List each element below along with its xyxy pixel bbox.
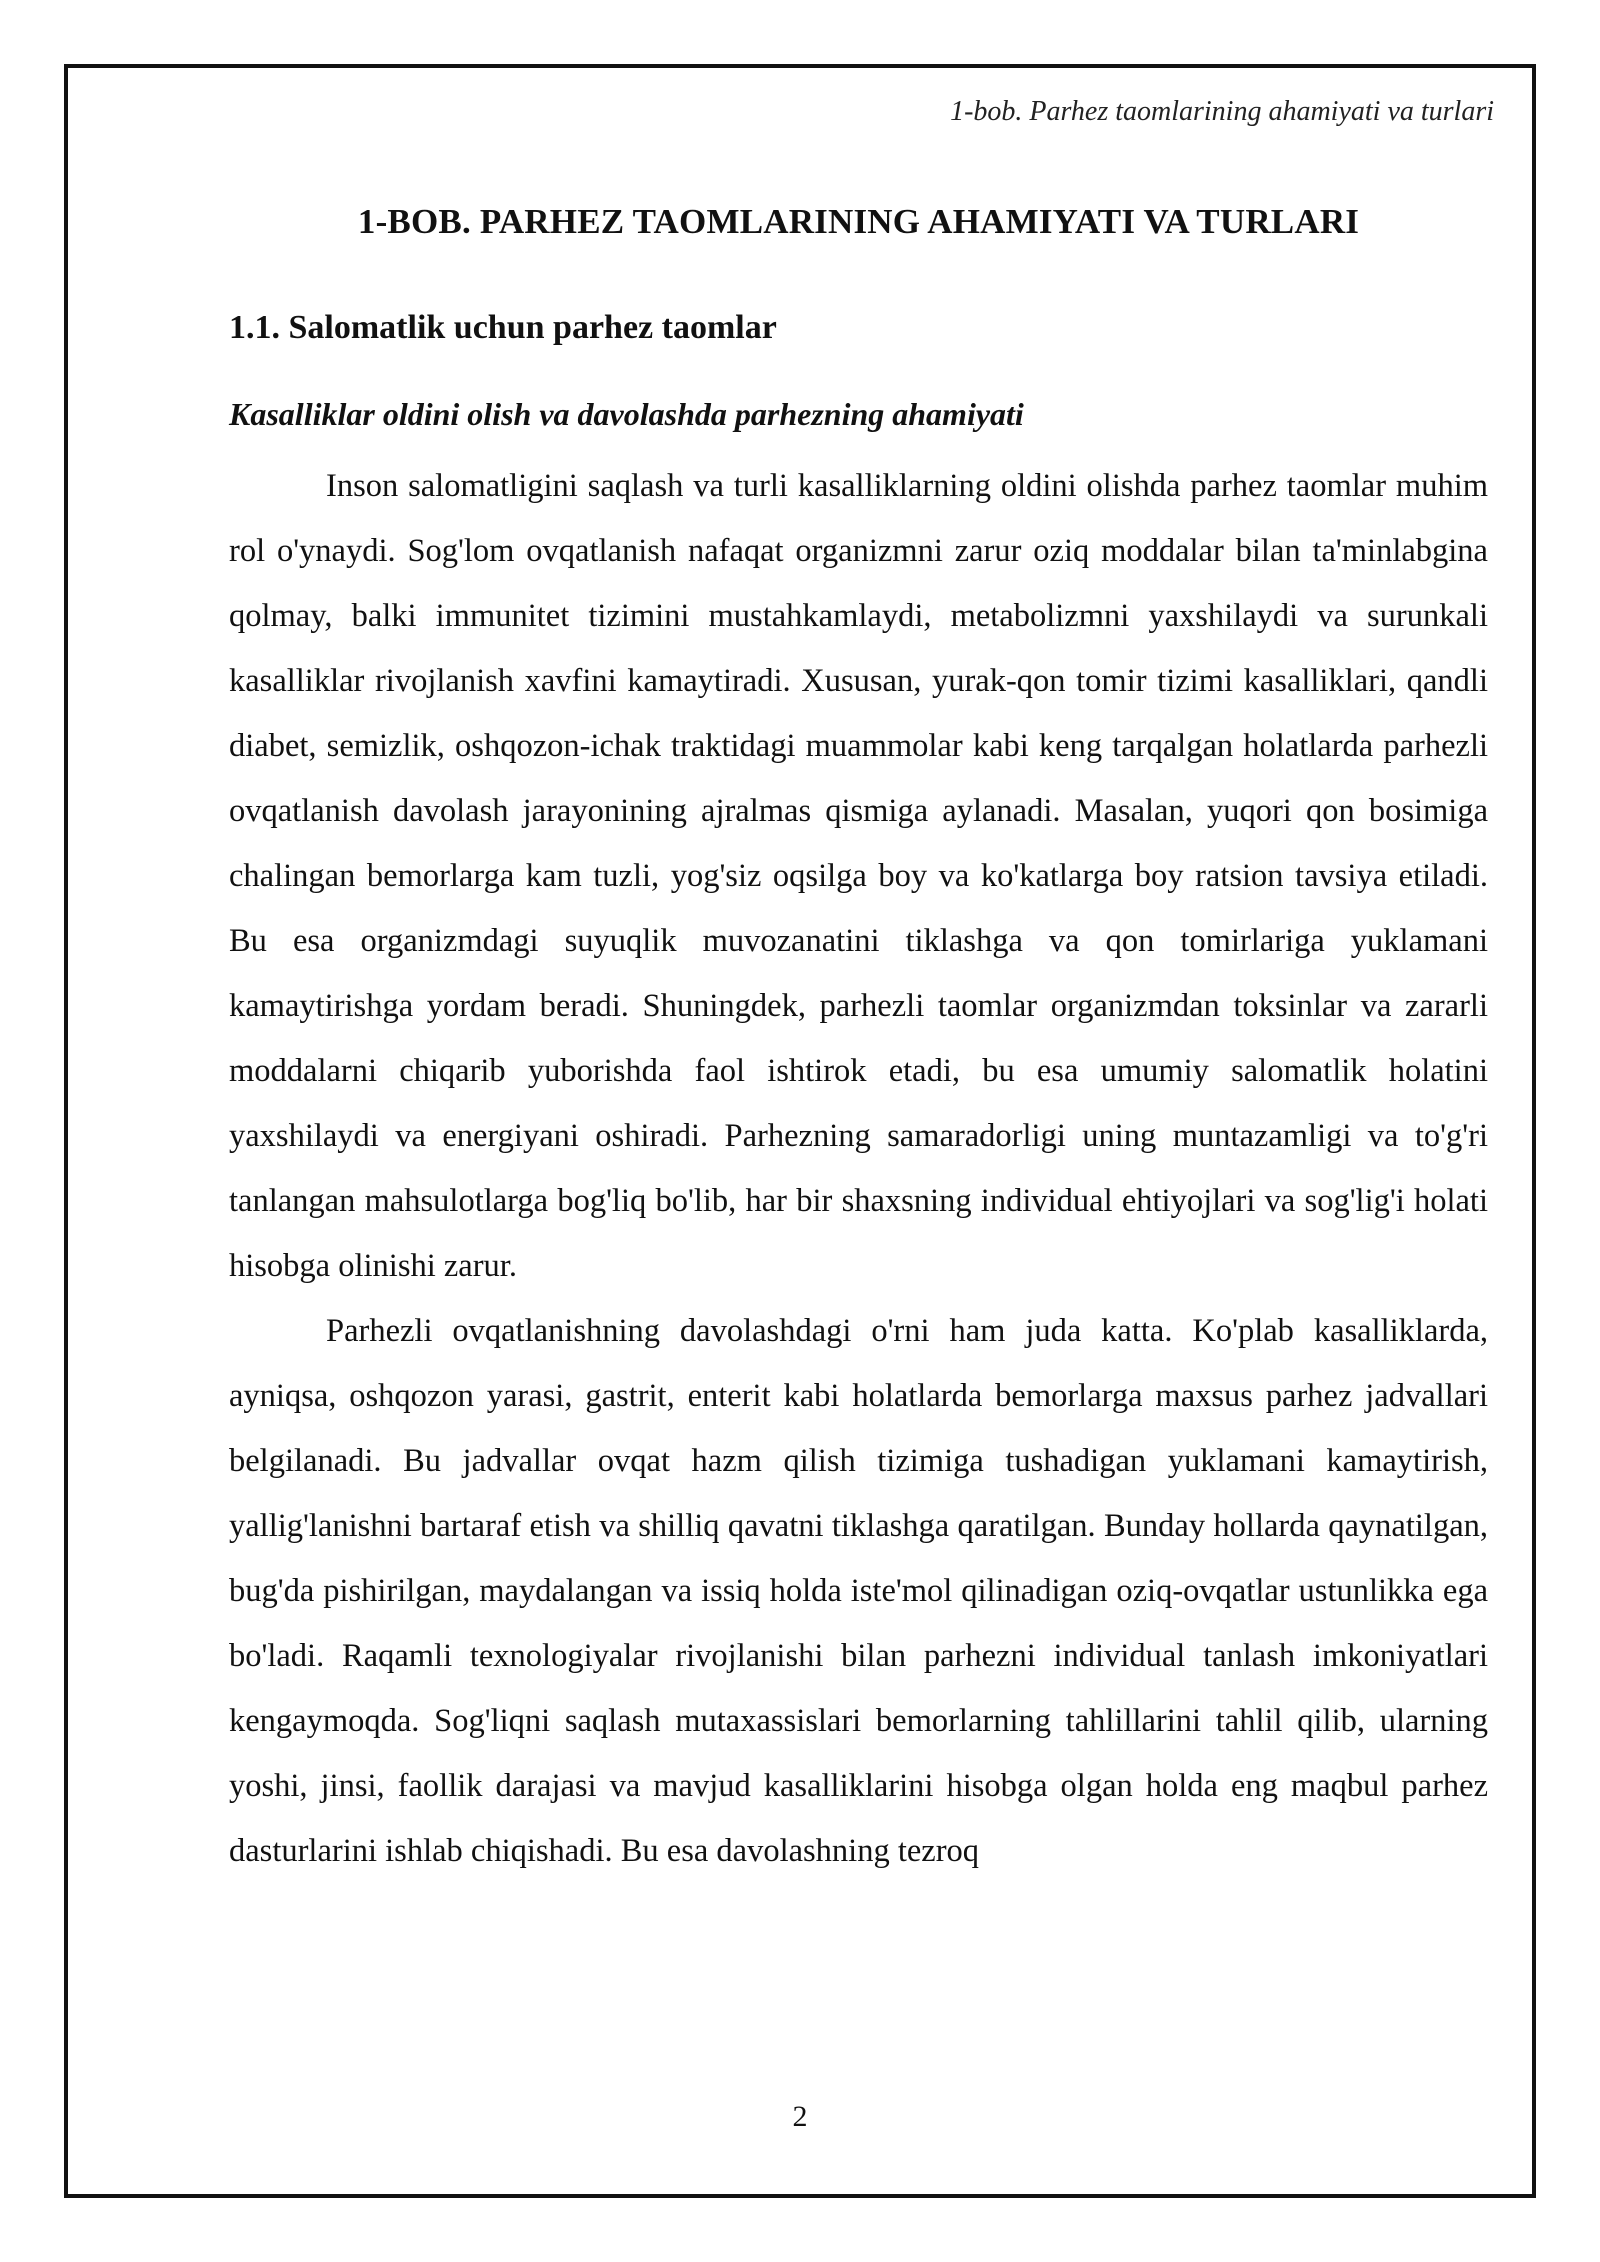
page-content (229, 200, 1488, 1884)
subsection-title: Kasalliklar oldini olish va davolashda parhezning ahamiyati (229, 396, 1024, 432)
page-number: 2 (792, 2100, 808, 2133)
body-paragraph: Inson salomatligini saqlash va turli kasalliklarning oldini olishda parhez taomlar muhim rol o'ynaydi. Sog'lom ovqatlanish nafaqat organizmni zarur oziq moddalar bilan ta'minlabgina qolmay, balki immunitet tizimini mustahkamlaydi, metabolizmni yaxshilaydi va surunkali kasalliklar rivojlanish xavfini kamaytiradi. Xususan, yurak-qon tomir tizimi kasalliklari, qandli diabet, semizlik, oshqozon-ichak traktidagi muammolar kabi keng tarqalgan holatlarda parhezli ovqatlanish davolash jarayonining ajralmas qismiga aylanadi. Masalan, yuqori qon bosimiga chalingan bemorlarga kam tuzli, yog'siz oqsilga boy va ko'katlarga boy ratsion tavsiya etiladi. Bu esa organizmdagi suyuqlik muvozanatini tiklashga va qon tomirlariga yuklamani kamaytirishga yordam beradi. Shuningdek, parhezli taomlar organizmdan toksinlar va zararli moddalarni chiqarib yuborishda faol ishtirok etadi, bu esa umumiy salomatlik holatini yaxshilaydi va energiyani oshiradi. Parhezning samaradorligi uning muntazamligi va to'g'ri tanlangan mahsulotlarga bog'liq bo'lib, har bir shaxsning individual ehtiyojlari va sog'lig'i holati hisobga olinishi zarur. (229, 468, 1488, 1284)
section-title: 1.1. Salomatlik uchun parhez taomlar (229, 309, 777, 346)
body-paragraph: Parhezli ovqatlanishning davolashdagi o'rni ham juda katta. Ko'plab kasalliklarda, ayniqsa, oshqozon yarasi, gastrit, enterit kabi holatlarda bemorlarga maxsus parhez jadvallari belgilanadi. Bu jadvallar ovqat hazm qilish tizimiga tushadigan yuklamani kamaytirish, yallig'lanishni bartaraf etish va shilliq qavatni tiklashga qaratilgan. Bunday hollarda qaynatilgan, bug'da pishirilgan, maydalangan va issiq holda iste'mol qilinadigan oziq-ovqatlar ustunlikka ega bo'ladi. Raqamli texnologiyalar rivojlanishi bilan parhezni individual tanlash imkoniyatlari kengaymoqda. Sog'liqni saqlash mutaxassislari bemorlarning tahlillarini tahlil qilib, ularning yoshi, jinsi, faollik darajasi va mavjud kasalliklarini hisobga olgan holda eng maqbul parhez dasturlarini ishlab chiqishadi. Bu esa davolashning tezroq (229, 1313, 1488, 1869)
running-header: 1-bob. Parhez taomlarining ahamiyati va turlari (950, 96, 1494, 127)
chapter-title: 1-BOB. PARHEZ TAOMLARINING AHAMIYATI VA TURLARI (357, 202, 1360, 241)
